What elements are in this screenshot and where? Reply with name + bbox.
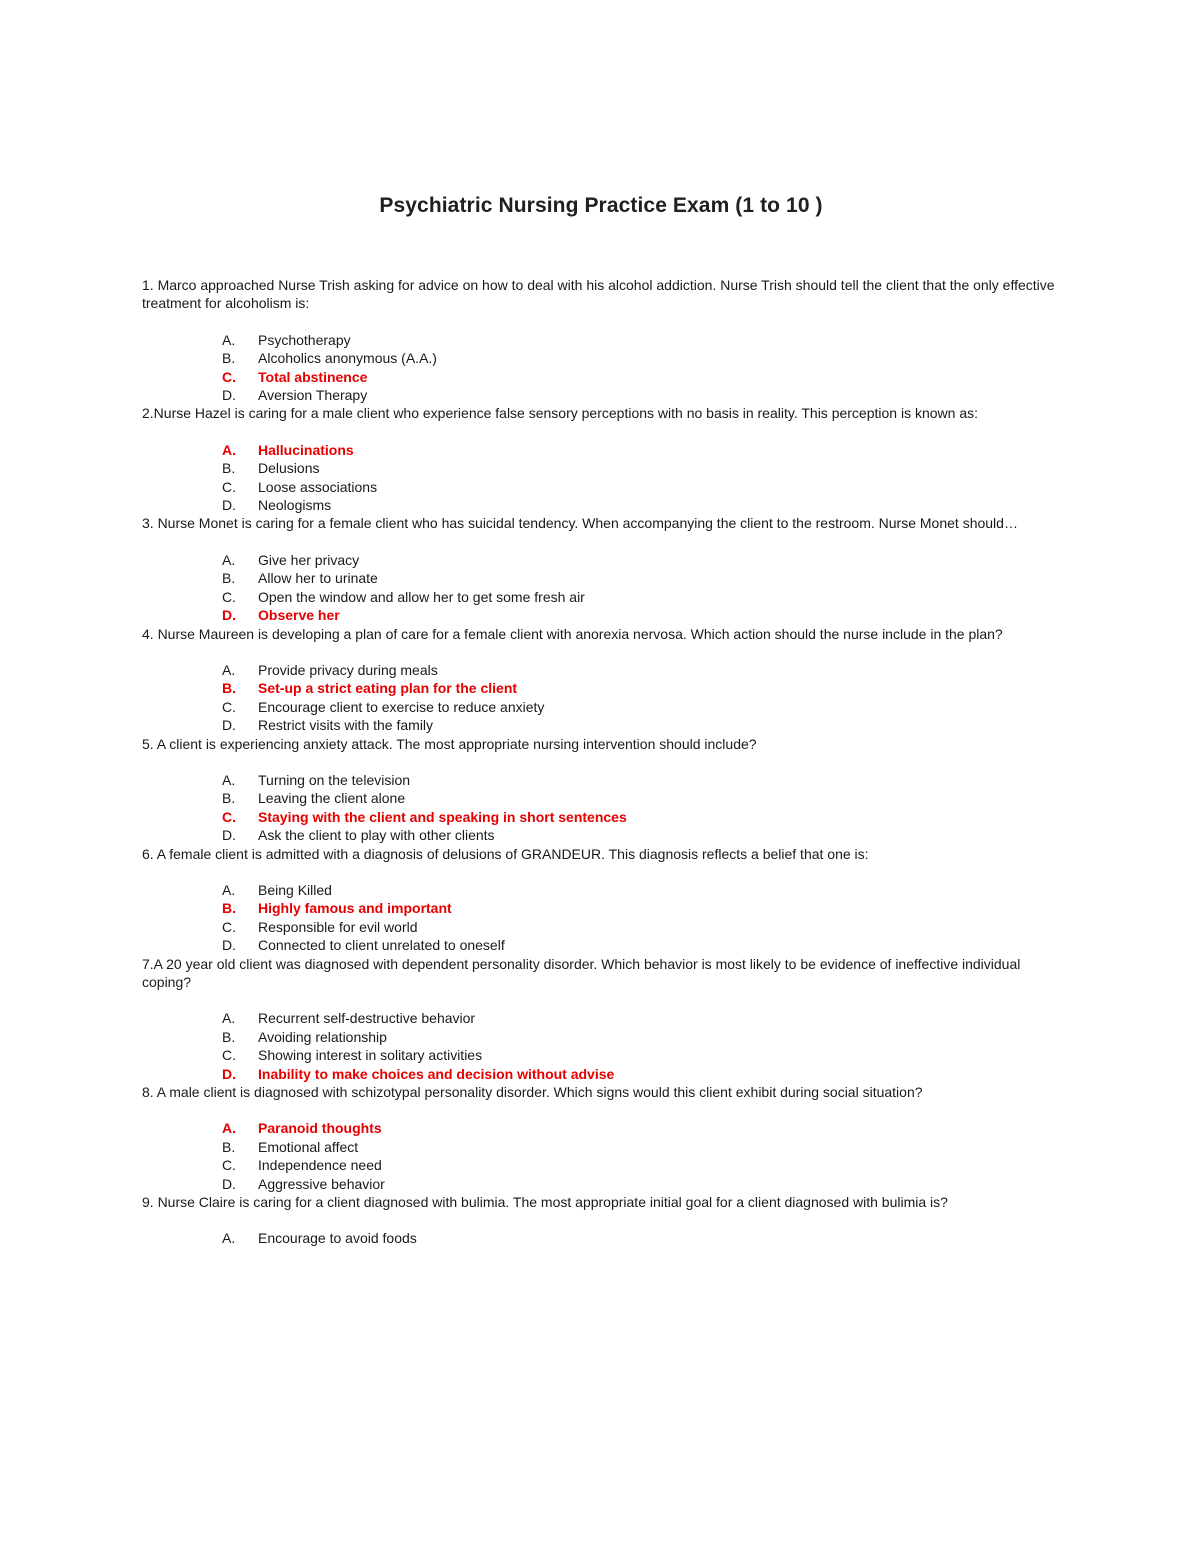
option-text: Aggressive behavior — [258, 1175, 385, 1192]
option-letter: B. — [222, 570, 236, 587]
answer-options — [142, 881, 1060, 955]
option-text: Highly famous and important — [258, 900, 452, 917]
question-item — [142, 625, 1060, 735]
question-text: 2.Nurse Hazel is caring for a male client who experience false sensory perceptions with no basis in reality. This perception is known as: — [142, 405, 978, 422]
option-letter: C. — [222, 808, 236, 825]
answer-option — [142, 349, 1060, 367]
option-letter: D. — [222, 1175, 236, 1192]
option-text: Give her privacy — [258, 551, 360, 568]
option-letter: B. — [222, 350, 236, 367]
option-letter: D. — [222, 607, 236, 624]
question-item — [142, 276, 1060, 404]
question-item — [142, 955, 1060, 1083]
answer-option — [142, 459, 1060, 477]
option-text: Allow her to urinate — [258, 570, 378, 587]
option-text: Restrict visits with the family — [258, 717, 434, 734]
answer-option — [142, 716, 1060, 734]
option-letter: D. — [222, 827, 236, 844]
correct-answer-option — [142, 899, 1060, 917]
option-text: Recurrent self-destructive behavior — [258, 1010, 476, 1027]
option-letter: A. — [222, 1010, 236, 1027]
answer-option — [142, 661, 1060, 679]
option-text: Neologisms — [258, 497, 332, 514]
option-letter: D. — [222, 717, 236, 734]
option-letter: B. — [222, 1138, 236, 1155]
option-letter: C. — [222, 588, 236, 605]
option-letter: B. — [222, 1028, 236, 1045]
option-letter: A. — [222, 441, 236, 458]
option-letter: B. — [222, 680, 236, 697]
page-title: Psychiatric Nursing Practice Exam (1 to 10 ) — [379, 194, 823, 217]
answer-option — [142, 789, 1060, 807]
option-letter: C. — [222, 478, 236, 495]
answer-options — [142, 1229, 1060, 1247]
correct-answer-option — [142, 1119, 1060, 1137]
option-text: Encourage to avoid foods — [258, 1230, 417, 1247]
option-text: Turning on the television — [258, 771, 411, 788]
option-text: Set-up a strict eating plan for the client — [258, 680, 518, 697]
answer-option — [142, 551, 1060, 569]
answer-option — [142, 771, 1060, 789]
correct-answer-option — [142, 606, 1060, 624]
option-letter: A. — [222, 551, 236, 568]
answer-option — [142, 478, 1060, 496]
answer-option — [142, 698, 1060, 716]
correct-answer-option — [142, 808, 1060, 826]
answer-option — [142, 881, 1060, 899]
option-letter: A. — [222, 1230, 236, 1247]
option-text: Inability to make choices and decision without advise — [258, 1065, 615, 1082]
option-text: Psychotherapy — [258, 331, 351, 348]
option-text: Alcoholics anonymous (A.A.) — [258, 350, 437, 367]
answer-options — [142, 771, 1060, 845]
answer-option — [142, 496, 1060, 514]
option-letter: C. — [222, 1157, 236, 1174]
answer-option — [142, 1046, 1060, 1064]
answer-options — [142, 661, 1060, 735]
option-text: Observe her — [258, 607, 340, 624]
option-letter: A. — [222, 771, 236, 788]
option-text: Aversion Therapy — [258, 387, 368, 404]
answer-option — [142, 588, 1060, 606]
correct-answer-option — [142, 441, 1060, 459]
option-text: Showing interest in solitary activities — [258, 1047, 483, 1064]
option-letter: C. — [222, 1047, 236, 1064]
answer-option — [142, 569, 1060, 587]
answer-option — [142, 1009, 1060, 1027]
answer-option — [142, 386, 1060, 404]
option-letter: A. — [222, 881, 236, 898]
option-text: Emotional affect — [258, 1138, 359, 1155]
option-letter: D. — [222, 937, 236, 954]
option-text: Independence need — [258, 1157, 382, 1174]
option-letter: A. — [222, 661, 236, 678]
option-letter: B. — [222, 900, 236, 917]
question-item — [142, 1083, 1060, 1193]
option-text: Ask the client to play with other clients — [258, 827, 495, 844]
answer-options — [142, 1009, 1060, 1083]
option-letter: A. — [222, 1120, 236, 1137]
option-text: Connected to client unrelated to oneself — [258, 937, 505, 954]
option-text: Staying with the client and speaking in short sentences — [258, 808, 627, 825]
question-text: 8. A male client is diagnosed with schizotypal personality disorder. Which signs would this client exhibit during social situation? — [142, 1084, 923, 1101]
option-text: Loose associations — [258, 478, 378, 495]
question-item — [142, 845, 1060, 955]
question-text: 4. Nurse Maureen is developing a plan of care for a female client with anorexia nervosa. Which action should the nurse include in the plan? — [142, 625, 1003, 642]
option-text: Hallucinations — [258, 441, 354, 458]
question-item — [142, 1193, 1060, 1248]
correct-answer-option — [142, 368, 1060, 386]
answer-options — [142, 1119, 1060, 1193]
question-text: 3. Nurse Monet is caring for a female client who has suicidal tendency. When accompanying the client to the restroom. Nurse Monet should… — [142, 515, 1018, 532]
question-text: 5. A client is experiencing anxiety attack. The most appropriate nursing intervention should include? — [142, 735, 757, 752]
option-text: Open the window and allow her to get some fresh air — [258, 588, 585, 605]
answer-option — [142, 1138, 1060, 1156]
option-text: Responsible for evil world — [258, 918, 418, 935]
answer-option — [142, 1229, 1060, 1247]
option-text: Provide privacy during meals — [258, 661, 438, 678]
question-item — [142, 514, 1060, 624]
question-item — [142, 404, 1060, 514]
answer-option — [142, 1028, 1060, 1046]
question-item — [142, 735, 1060, 845]
option-text: Avoiding relationship — [258, 1028, 387, 1045]
answer-option — [142, 1156, 1060, 1174]
option-letter: C. — [222, 698, 236, 715]
question-text: 1. Marco approached Nurse Trish asking for advice on how to deal with his alcohol addiction. Nurse Trish should tell the client that the only effective treatment for alcoholism is: — [142, 277, 1055, 312]
option-letter: A. — [222, 331, 236, 348]
option-letter: C. — [222, 918, 236, 935]
option-text: Total abstinence — [258, 368, 368, 385]
answer-option — [142, 331, 1060, 349]
answer-option — [142, 918, 1060, 936]
option-letter: D. — [222, 387, 236, 404]
option-text: Leaving the client alone — [258, 790, 406, 807]
answer-options — [142, 441, 1060, 515]
correct-answer-option — [142, 1065, 1060, 1083]
answer-options — [142, 331, 1060, 405]
question-text: 9. Nurse Claire is caring for a client diagnosed with bulimia. The most appropriate initial goal for a client diagnosed with bulimia is? — [142, 1194, 948, 1211]
option-text: Encourage client to exercise to reduce anxiety — [258, 698, 545, 715]
option-text: Paranoid thoughts — [258, 1120, 382, 1137]
question-list — [142, 276, 1060, 1248]
answer-option — [142, 936, 1060, 954]
option-letter: B. — [222, 790, 236, 807]
question-text: 6. A female client is admitted with a diagnosis of delusions of GRANDEUR. This diagnosis reflects a belief that one is: — [142, 845, 869, 862]
option-text: Delusions — [258, 460, 320, 477]
answer-option — [142, 1175, 1060, 1193]
correct-answer-option — [142, 679, 1060, 697]
option-letter: D. — [222, 1065, 236, 1082]
option-letter: D. — [222, 497, 236, 514]
option-text: Being Killed — [258, 881, 332, 898]
option-letter: B. — [222, 460, 236, 477]
question-text: 7.A 20 year old client was diagnosed with dependent personality disorder. Which behavior is most likely to be evidence of ineffective individual coping? — [142, 955, 1021, 990]
answer-option — [142, 826, 1060, 844]
option-letter: C. — [222, 368, 236, 385]
answer-options — [142, 551, 1060, 625]
